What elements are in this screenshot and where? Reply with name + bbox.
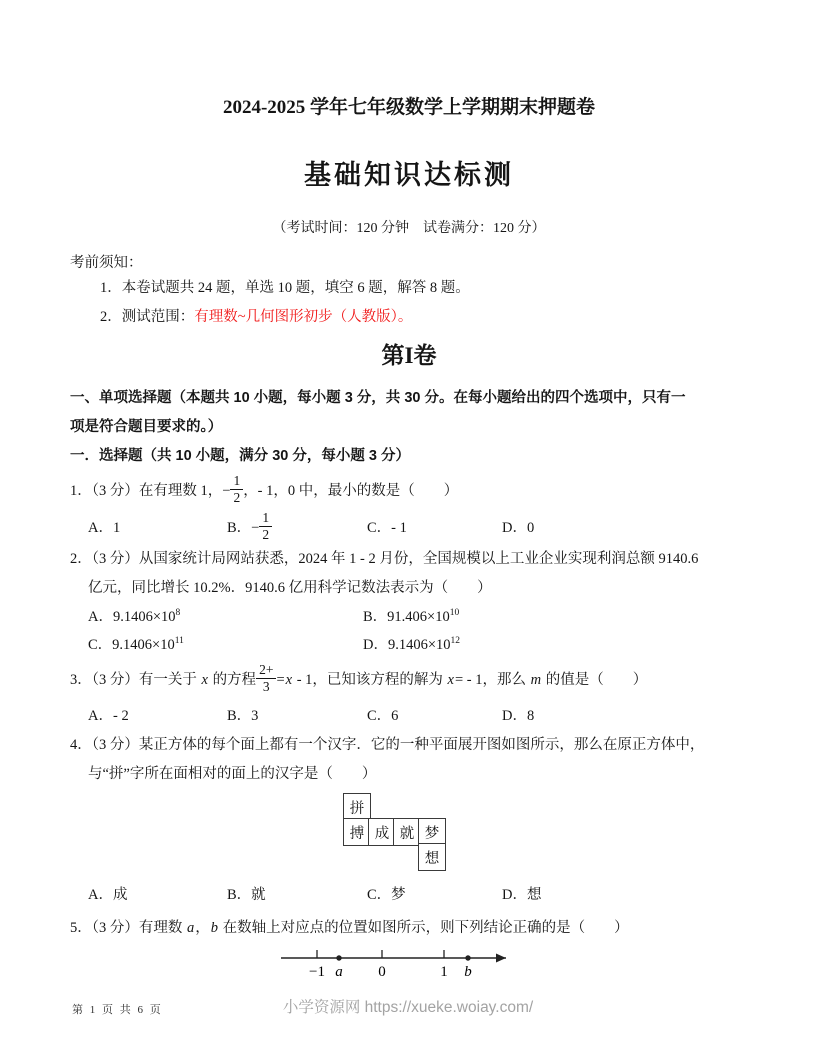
option-b: B．− $\frac{1}{2}$	[227, 511, 367, 545]
variable-x: x	[285, 672, 293, 689]
fraction: $\frac{1}{2}$	[230, 474, 243, 505]
option-c: C．$9.1406\times 10^{11}$	[88, 636, 184, 654]
notice-item-1: 1．本卷试题共 24 题，单选 10 题，填空 6 题，解答 8 题。	[100, 280, 470, 296]
question-1	[70, 471, 748, 545]
question-5	[70, 914, 748, 992]
option-d: D．0	[502, 519, 535, 536]
option-a: A．成	[88, 887, 128, 904]
option-d: D．8	[502, 708, 535, 725]
question-4-stem-line2: 与“拼”字所在面相对的面上的汉字是（ ）	[88, 766, 377, 783]
variable-b: b	[210, 920, 218, 937]
variable-x: x	[447, 672, 454, 689]
tick-label-1: 1	[440, 964, 448, 981]
notice-item-2-highlight: 有理数~几何图形初步（人教版）	[194, 309, 398, 325]
notice-item-2-prefix: 2．测试范围：	[100, 309, 195, 325]
question-3-stem: 3．（3 分）有一关于 x 的方程 $\frac{2+}{3}$ =x - 1，已知该方程的解为 x= - 1，那么 m 的值是（ ）	[70, 662, 648, 695]
question-4	[70, 731, 748, 910]
question-1-stem: 1．（3 分）在有理数 1，− $\frac{1}{2}$ ，- 1，0 中，最小的数是（ ）	[70, 472, 459, 506]
option-c: C．- 1	[367, 519, 407, 536]
option-a: A．- 2	[88, 708, 129, 725]
question-4-stem-line1: 4．（3 分）某正方体的每个面上都有一个汉字．它的一种平面展开图如图所示，那么在原正方体中，	[70, 737, 705, 754]
exam-title: 2024-2025 学年七年级数学上学期期末押题卷	[222, 97, 596, 118]
fraction: $\frac{1}{2}$	[259, 511, 272, 542]
question-4-options	[70, 880, 748, 910]
question-2	[70, 545, 748, 659]
part-title: 第I卷	[381, 343, 437, 368]
option-b: B．$91.406\times 10^{10}$	[363, 608, 460, 626]
footer-watermark: 小学资源网 https://xueke.woiay.com/	[282, 999, 534, 1016]
variable-x: x	[201, 672, 208, 689]
option-a: A．1	[88, 519, 121, 536]
fraction: $\frac{2+}{3}$	[256, 663, 276, 694]
option-d: D．想	[502, 887, 542, 904]
notice-heading: 考前须知：	[70, 255, 143, 271]
tick-label-neg1: −1	[309, 964, 325, 981]
point-b-dot	[465, 955, 470, 960]
question-2-options-row1	[70, 603, 748, 631]
question-1-options	[70, 511, 748, 545]
minus-sign: −	[222, 483, 231, 499]
notice-item-2-suffix: 。	[397, 309, 413, 325]
option-c: C．梦	[367, 887, 406, 904]
option-b: B．就	[227, 887, 266, 904]
option-d: D．$9.1406\times 10^{12}$	[363, 636, 461, 654]
section-intro-line1: 一、单项选择题（本题共 10 小题，每小题 3 分，共 30 分。在每小题给出的四个选项中，只有一	[70, 390, 686, 406]
net-cell: 就	[393, 818, 421, 846]
question-2-stem-line1: 2．（3 分）从国家统计局网站获悉，2024 年 1 - 2 月份，全国规模以上工业企业实现利润总额 9140.6	[70, 551, 699, 568]
section-intro	[70, 384, 748, 442]
net-cell: 搏	[343, 818, 371, 846]
axis-arrow-icon	[496, 954, 506, 963]
tick-label-0: 0	[378, 964, 386, 981]
variable-m: m	[530, 672, 542, 689]
exam-subtitle: 基础知识达标测	[304, 160, 514, 190]
net-cell: 成	[368, 818, 396, 846]
point-a-dot	[336, 955, 341, 960]
net-cell: 拼	[343, 793, 371, 821]
variable-a: a	[187, 920, 195, 937]
footer-page-number: 第 1 页 共 6 页	[72, 1004, 163, 1016]
cube-net-figure	[343, 793, 748, 874]
point-label-b: b	[464, 964, 472, 981]
question-5-stem: 5．（3 分）有理数 a，b 在数轴上对应点的位置如图所示，则下列结论正确的是（ ）	[70, 920, 629, 937]
option-c: C．6	[367, 708, 399, 725]
question-2-stem-line2: 亿元，同比增长 10.2%．9140.6 亿用科学记数法表示为（ ）	[88, 580, 492, 597]
question-3-options	[70, 701, 748, 731]
question-2-options-row2	[70, 631, 748, 659]
option-b: B．3	[227, 708, 259, 725]
net-cell: 梦	[418, 818, 446, 846]
exam-info: （考试时间：120 分钟 试卷满分：120 分）	[272, 221, 546, 236]
point-label-a: a	[335, 964, 343, 981]
section-intro-line2: 项是符合题目要求的。）	[70, 419, 223, 435]
notice-item-2	[100, 303, 748, 332]
numberline-figure	[275, 945, 748, 992]
option-a: A．$9.1406\times 10^8$	[88, 608, 181, 626]
net-cell: 想	[418, 843, 446, 871]
subsection-title: 一．选择题（共 10 小题，满分 30 分，每小题 3 分）	[70, 448, 410, 464]
question-3	[70, 659, 748, 731]
